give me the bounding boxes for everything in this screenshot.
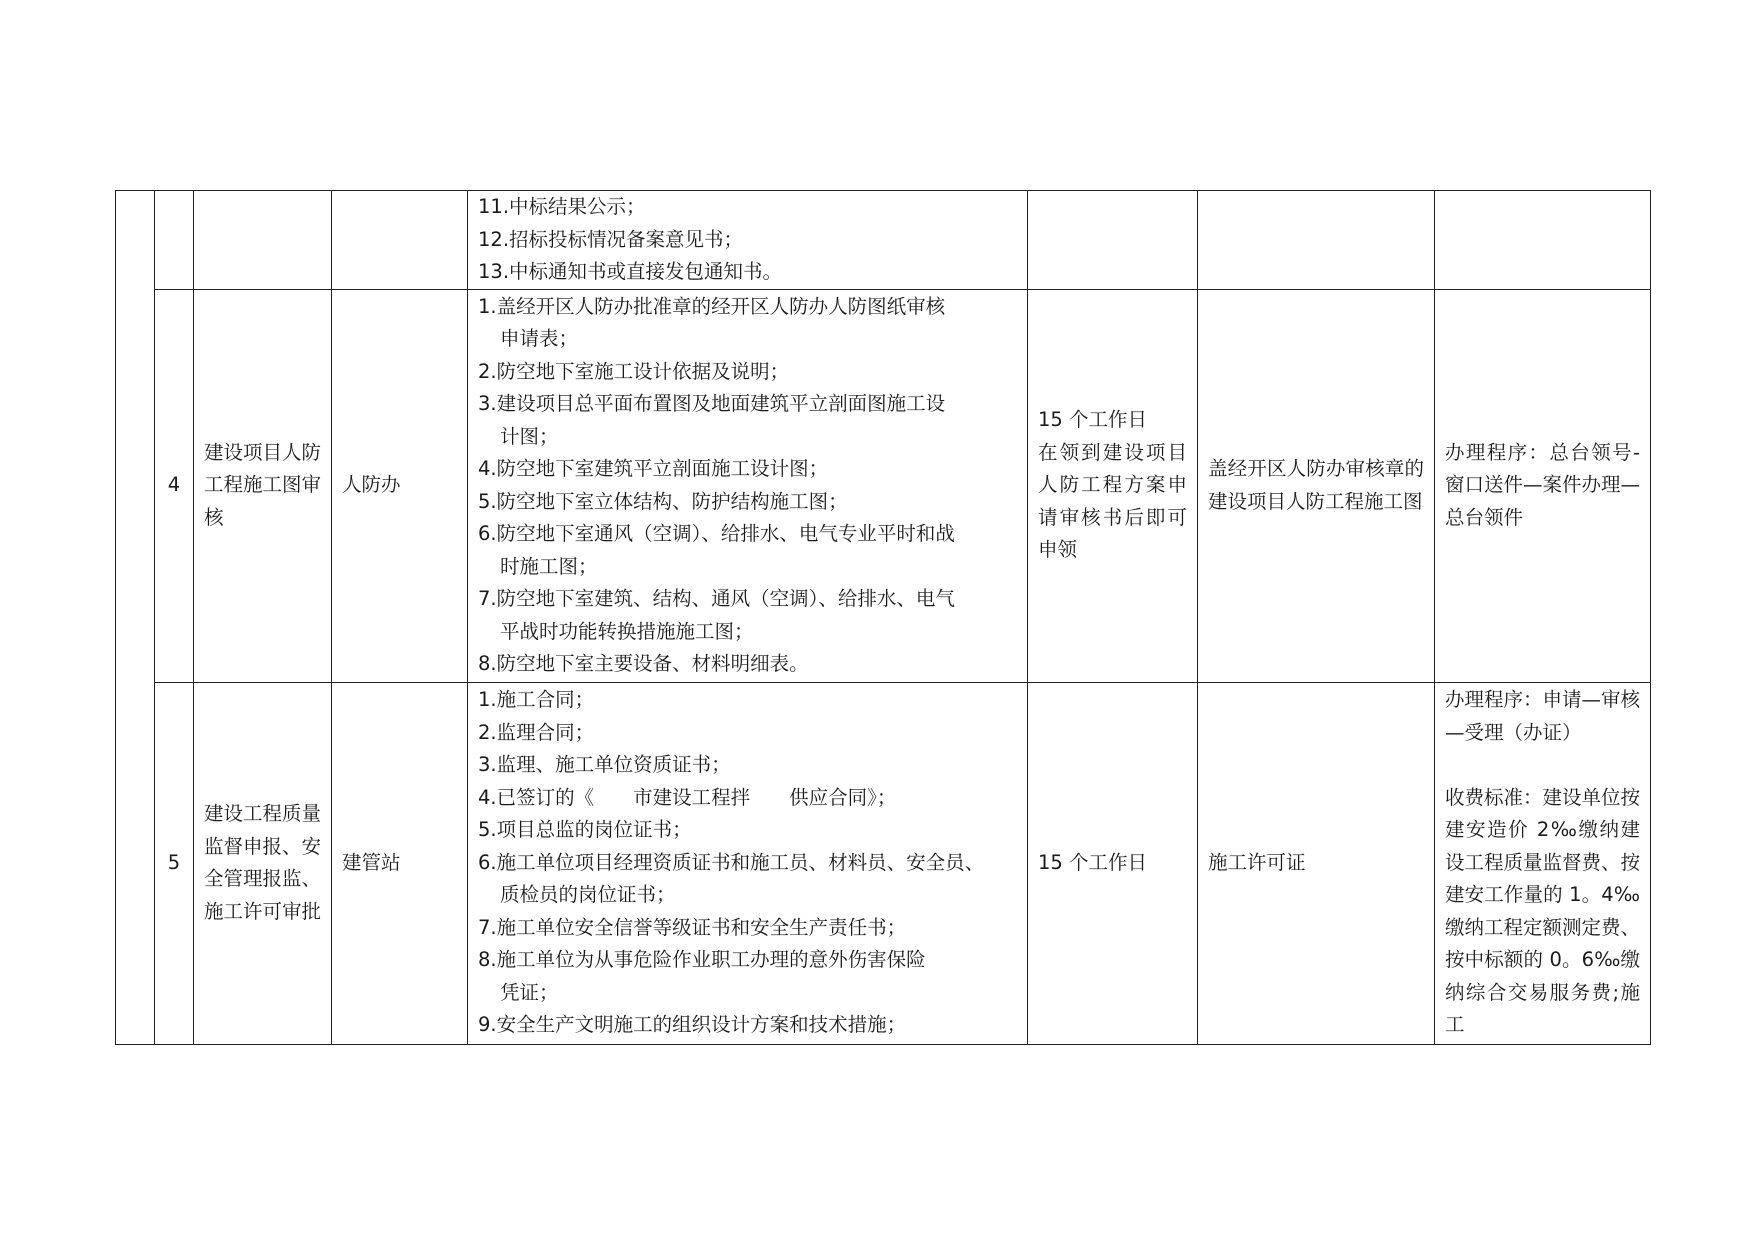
procedure-paragraph: 办理程序：申请—审核—受理（办证） bbox=[1445, 688, 1641, 744]
materials-list bbox=[468, 191, 1028, 290]
material-item: 11.中标结果公示； bbox=[478, 195, 646, 218]
material-item: 12.招标投标情况备案意见书； bbox=[478, 227, 744, 251]
table-row bbox=[116, 682, 1651, 1044]
procedure-spacer bbox=[1445, 749, 1640, 782]
time-line: 在领到建设项目人防工程方案申请审核书后即可申领 bbox=[1038, 440, 1187, 562]
material-item: 1.施工合同； bbox=[478, 688, 595, 712]
materials-list bbox=[468, 682, 1028, 1044]
time-line: 15 个工作日 bbox=[1038, 408, 1148, 432]
table-row bbox=[116, 289, 1651, 682]
material-item: 6.施工单位项目经理资质证书和施工员、材料员、安全员、 bbox=[478, 850, 985, 874]
material-item: 4.防空地下室建筑平立剖面施工设计图； bbox=[478, 457, 829, 480]
item-name bbox=[194, 191, 332, 290]
material-item-continuation: 时施工图； bbox=[500, 554, 598, 578]
department: 人防办 bbox=[332, 289, 468, 682]
outer-cell bbox=[116, 191, 155, 1045]
material-item: 9.安全生产文明施工的组织设计方案和技术措施； bbox=[478, 1013, 907, 1037]
material-item-continuation: 平战时功能转换措施施工图； bbox=[500, 619, 754, 643]
materials-list bbox=[468, 289, 1028, 682]
material-item: 8.施工单位为从事危险作业职工办理的意外伤害保险 bbox=[478, 948, 926, 972]
material-item: 3.监理、施工单位资质证书； bbox=[478, 753, 731, 777]
material-item: 1.盖经开区人防办批准章的经开区人防办人防图纸审核 bbox=[478, 294, 946, 318]
procedure: 办理程序：总台领号-窗口送件—案件办理—总台领件 bbox=[1435, 289, 1651, 682]
table-row bbox=[116, 191, 1651, 290]
material-item: 2.防空地下室施工设计依据及说明； bbox=[478, 359, 790, 383]
processing-time bbox=[1028, 191, 1198, 290]
material-item-continuation: 凭证； bbox=[500, 980, 559, 1004]
row-number bbox=[155, 191, 194, 290]
material-item: 5.防空地下室立体结构、防护结构施工图； bbox=[478, 489, 848, 513]
material-item: 7.防空地下室建筑、结构、通风（空调）、给排水、电气 bbox=[478, 587, 955, 610]
row-number: 4 bbox=[155, 289, 194, 682]
result-document: 施工许可证 bbox=[1198, 682, 1435, 1044]
department: 建管站 bbox=[332, 682, 468, 1044]
material-item: 13.中标通知书或直接发包通知书。 bbox=[478, 260, 783, 283]
procedure bbox=[1435, 191, 1651, 290]
material-item: 8.防空地下室主要设备、材料明细表。 bbox=[478, 652, 809, 675]
item-name: 建设工程质量监督申报、安全管理报监、施工许可审批 bbox=[194, 682, 332, 1044]
material-item-continuation: 计图； bbox=[500, 424, 559, 448]
approval-table bbox=[115, 190, 1651, 1045]
result-document bbox=[1198, 191, 1435, 290]
material-item: 4.已签订的《 市建设工程拌 供应合同》； bbox=[478, 785, 897, 809]
processing-time bbox=[1028, 289, 1198, 682]
material-item-continuation: 质检员的岗位证书； bbox=[500, 883, 676, 907]
material-item: 2.监理合同； bbox=[478, 720, 595, 744]
material-item: 5.项目总监的岗位证书； bbox=[478, 818, 692, 842]
material-item: 7.施工单位安全信誉等级证书和安全生产责任书； bbox=[478, 915, 907, 939]
result-document: 盖经开区人防办审核章的建设项目人防工程施工图 bbox=[1198, 289, 1435, 682]
processing-time: 15 个工作日 bbox=[1028, 682, 1198, 1044]
procedure bbox=[1435, 682, 1651, 1044]
material-item: 3.建设项目总平面布置图及地面建筑平立剖面图施工设 bbox=[478, 392, 946, 415]
material-item-continuation: 申请表； bbox=[500, 327, 579, 350]
department bbox=[332, 191, 468, 290]
item-name: 建设项目人防工程施工图审核 bbox=[194, 289, 332, 682]
procedure-paragraph: 收费标准：建设单位按建安造价 2‰缴纳建设工程质量监督费、按建安工作量的 1。4‰缴纳工程定额测定费、按中标额的 0。6‰缴纳综合交易服务费;施工 bbox=[1445, 785, 1641, 1037]
row-number: 5 bbox=[155, 682, 194, 1044]
material-item: 6.防空地下室通风（空调）、给排水、电气专业平时和战 bbox=[478, 522, 955, 545]
